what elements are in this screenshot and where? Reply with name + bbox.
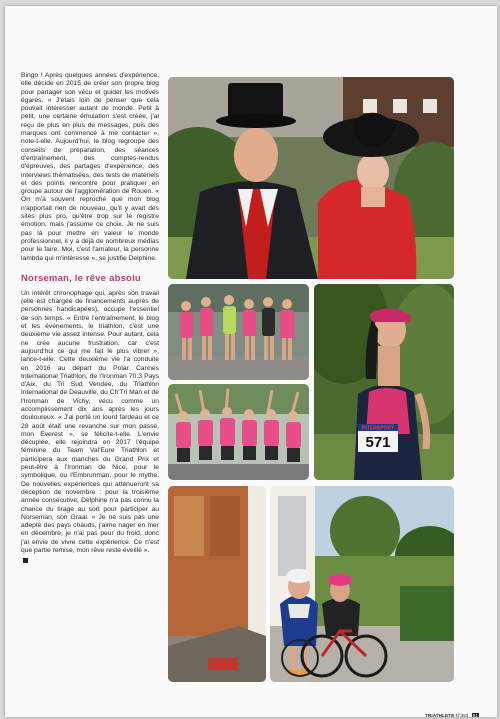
photo-cyclists bbox=[270, 486, 454, 682]
photo-doorway bbox=[168, 486, 266, 682]
magazine-name: TRIATHLETE bbox=[425, 713, 455, 717]
section-heading bbox=[21, 273, 159, 284]
article-paragraph-2: Un intérêt chronophage qui, après son travail (elle est chargée de financements auprès de personnes handicapées), occupe l'essentiel de son temps. « Entre l'entraînement, le blog et les événements, le triathlon, c'est une deuxième vie assez intense. Pour autant, cela ne crée aucune frustration, car c'est aujourd'hui ce qui me fait le plus vibrer », lance-t-elle. Cette deuxième vie l'a conduite en 2016 au départ du Polar Cannes International Triathlon, de l'Ironman 70.3 Pays d'Aix, du Tri Sud Vendée, du Triathlon International de Deauville, du Ch'Tri Man et de l'Ironman de Vichy, vécu comme un accomplissement dix ans après les jours douloureux. « J'ai porté un lourd fardeau et ce 28 août était une revanche sur mon passé, mon Everest », se félicite-t-elle. L'envie décuplée, elle rejoindra en 2017 l'équipe féminine du Team Val'Eure Triathlon et participera aux manches du Grand Prix et peut-être à l'Ironman de Nice, pour le symbolique, ou l'Embrunman, pour le mythe. De nouvelles expériences qui atténueront sa déception de novembre : pour la troisième année consécutive, Delphine n'a pas connu la chance du tirage au sort pour participer au Norseman, son Graal. « Je ne suis pas une adepte des pays chauds, j'aime nager en mer en décembre, je n'ai pas peur du froid, donc j'ai envie de vivre cette expérience. Ce n'est que partie remise, mon rêve reste éveillé ». bbox=[21, 289, 159, 555]
photo-couple-formal bbox=[168, 77, 454, 279]
photo-runners-group bbox=[168, 284, 309, 380]
magazine-page bbox=[5, 6, 497, 717]
page-footer bbox=[425, 713, 479, 717]
article-column bbox=[21, 72, 159, 566]
end-mark bbox=[23, 558, 28, 563]
section-heading-norseman: Norseman bbox=[21, 272, 70, 284]
bib-number: 571 bbox=[365, 434, 391, 451]
issue-number: N°353 bbox=[455, 713, 469, 717]
photo-women-arms-raised bbox=[168, 384, 309, 480]
page-number: 81 bbox=[472, 713, 478, 717]
bib-brand: INTERSPORT bbox=[361, 425, 395, 432]
photo-runner-bib bbox=[314, 284, 454, 480]
section-heading-rest: , le rêve absolu bbox=[69, 272, 141, 284]
article-paragraph-1: Bingo ! Après quelques années d'expérience, elle décide en 2015 de créer son propre blog pour partager son vécu et guider les motivés égarés. « J'étais loin de penser que cela pouvait intéresser autant de monde. Petit à petit, une certaine émulation s'est créée, j'ai reçu de plus en plus de messages, puis des marques ont commencé à me contacter », note-t-elle. Aujourd'hui, le blog regroupe des conseils de préparation, des séances d'entraînement, des comptes-rendus d'épreuves, des partages d'expérience, des interviews thématisées, des tests de matériels et des points rencontre pour pratiquer en groupe autour de l'agglomération de Rouen. « On m'a souvent reproché que mon blog n'apportait rien de nouveau, qu'il y avait des sites plus pro, qu'être trop sur le registre émotion, mais j'assume ce choix. Je ne suis pas là pour mettre en valeur le monde professionnel, il y a déjà de nombreux médias pour le faire. Moi, c'est l'amateur, la personne lambda qui m'intéresse », se justifie Delphine. bbox=[21, 72, 159, 262]
